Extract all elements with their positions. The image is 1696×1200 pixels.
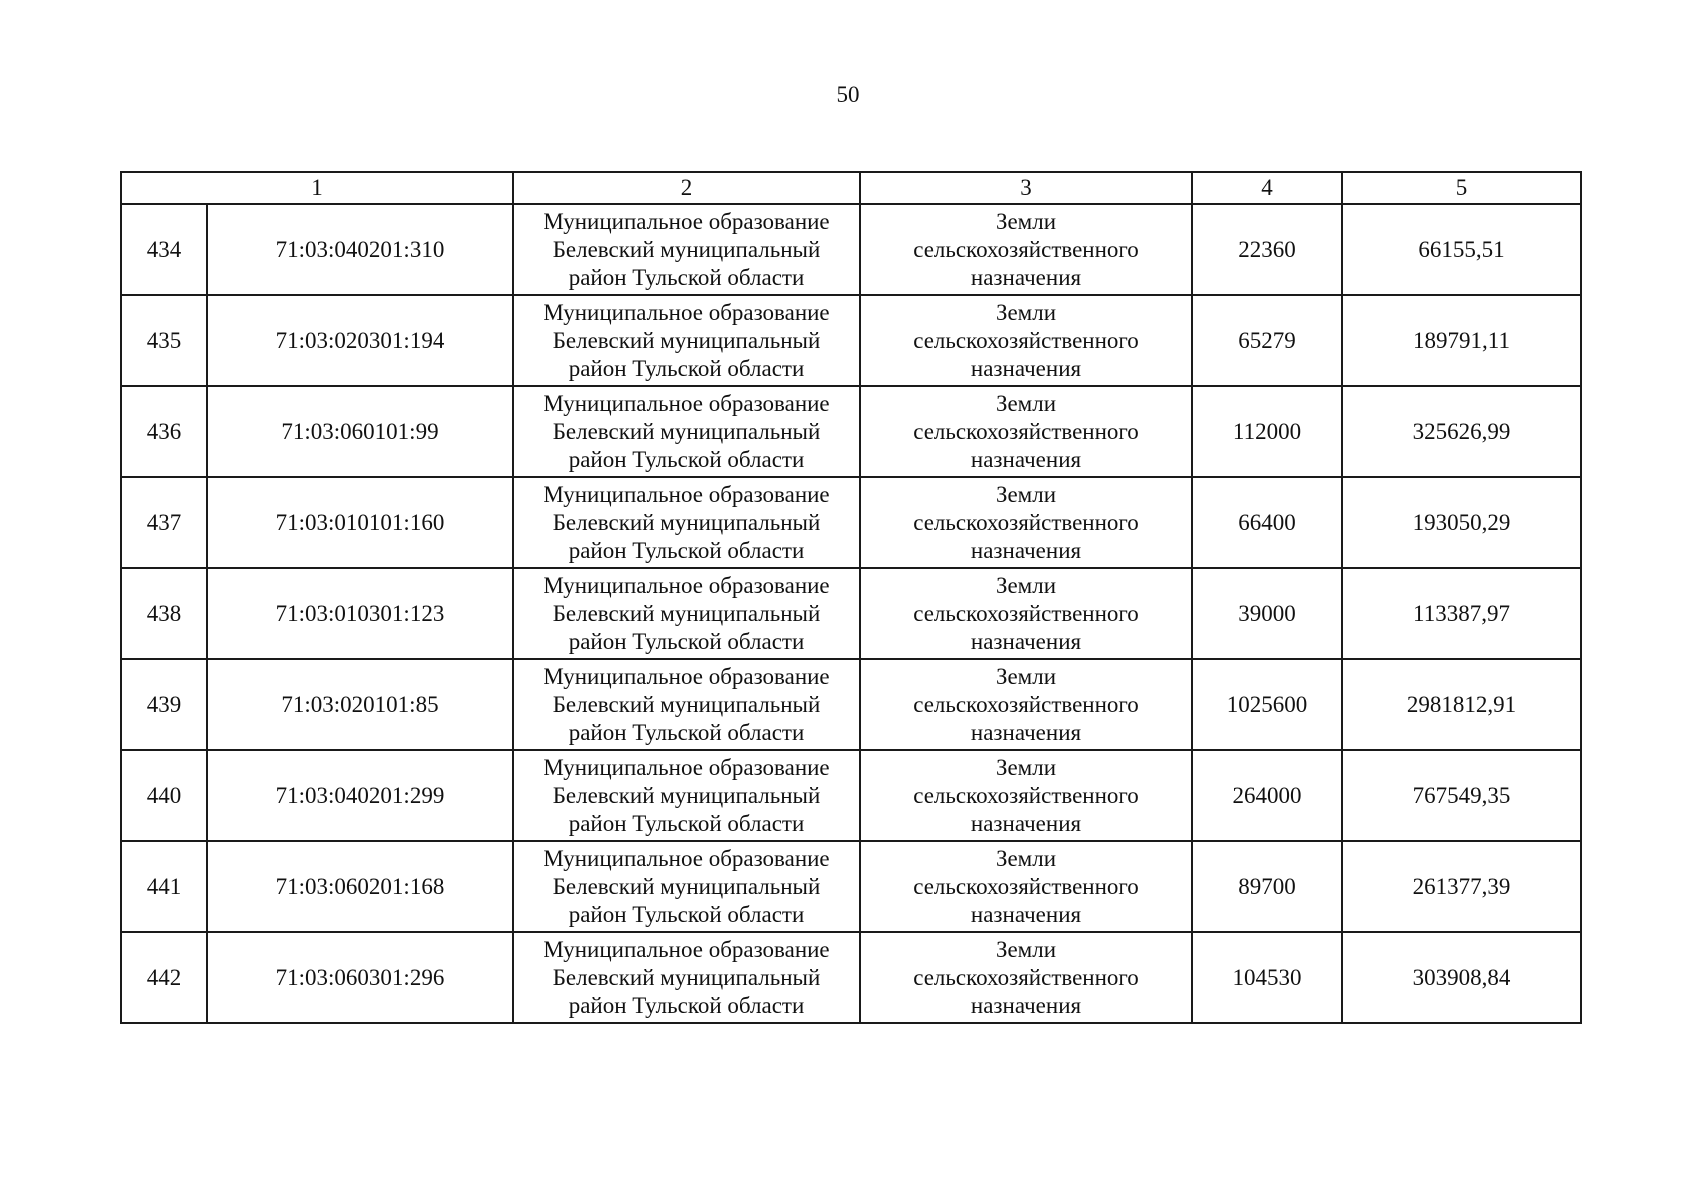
land-category-cell (860, 295, 1192, 386)
land-category-cell-line: Земли (995, 481, 1057, 507)
area-cell: 89700 (1192, 841, 1342, 932)
owner-cell-line: Белевский муниципальный (552, 691, 821, 717)
land-category-cell-line: Земли (995, 208, 1057, 234)
land-category-cell (860, 386, 1192, 477)
land-category-cell (860, 568, 1192, 659)
land-category-cell-line: сельскохозяйственного (913, 236, 1139, 262)
cadastral-value-cell: 2981812,91 (1342, 659, 1581, 750)
land-category-cell-line: назначения (970, 810, 1082, 836)
owner-cell-line: Муниципальное образование (543, 572, 830, 598)
row-number-cell: 436 (121, 386, 207, 477)
table-row (121, 386, 1581, 477)
cadastral-value-cell: 303908,84 (1342, 932, 1581, 1023)
table-row (121, 295, 1581, 386)
cadastral-number-cell: 71:03:020301:194 (207, 295, 513, 386)
header-col-4: 4 (1192, 172, 1342, 204)
land-registry-table (120, 171, 1582, 1024)
owner-cell-line: Белевский муниципальный (552, 509, 821, 535)
area-cell: 264000 (1192, 750, 1342, 841)
owner-cell-line: Белевский муниципальный (552, 964, 821, 990)
row-number-cell: 437 (121, 477, 207, 568)
land-category-cell-line: назначения (970, 537, 1082, 563)
cadastral-number-cell: 71:03:060101:99 (207, 386, 513, 477)
owner-cell-line: Муниципальное образование (543, 845, 830, 871)
owner-cell (513, 932, 860, 1023)
owner-cell-line: район Тульской области (568, 628, 805, 654)
table-row (121, 204, 1581, 295)
owner-cell-line: Белевский муниципальный (552, 873, 821, 899)
owner-cell-line: район Тульской области (568, 264, 805, 290)
row-number-cell: 434 (121, 204, 207, 295)
area-cell: 104530 (1192, 932, 1342, 1023)
row-number-cell: 439 (121, 659, 207, 750)
cadastral-value-cell: 66155,51 (1342, 204, 1581, 295)
land-category-cell-line: сельскохозяйственного (913, 418, 1139, 444)
owner-cell (513, 386, 860, 477)
land-category-cell-line: сельскохозяйственного (913, 327, 1139, 353)
cadastral-number-cell: 71:03:060201:168 (207, 841, 513, 932)
land-category-cell-line: сельскохозяйственного (913, 509, 1139, 535)
header-col-5: 5 (1342, 172, 1581, 204)
land-category-cell-line: назначения (970, 719, 1082, 745)
row-number-cell: 442 (121, 932, 207, 1023)
land-category-cell (860, 750, 1192, 841)
land-category-cell-line: сельскохозяйственного (913, 873, 1139, 899)
cadastral-number-cell: 71:03:020101:85 (207, 659, 513, 750)
owner-cell-line: Муниципальное образование (543, 663, 830, 689)
cadastral-value-cell: 189791,11 (1342, 295, 1581, 386)
table-row (121, 932, 1581, 1023)
land-category-cell-line: назначения (970, 901, 1082, 927)
owner-cell (513, 659, 860, 750)
owner-cell-line: Белевский муниципальный (552, 782, 821, 808)
row-number-cell: 435 (121, 295, 207, 386)
owner-cell-line: район Тульской области (568, 810, 805, 836)
row-number-cell: 438 (121, 568, 207, 659)
land-category-cell-line: назначения (970, 446, 1082, 472)
owner-cell-line: Белевский муниципальный (552, 236, 821, 262)
land-category-cell-line: Земли (995, 936, 1057, 962)
row-number-cell: 440 (121, 750, 207, 841)
land-category-cell-line: сельскохозяйственного (913, 691, 1139, 717)
land-category-cell (860, 477, 1192, 568)
owner-cell (513, 204, 860, 295)
land-category-cell-line: Земли (995, 845, 1057, 871)
owner-cell-line: Муниципальное образование (543, 390, 830, 416)
owner-cell-line: район Тульской области (568, 992, 805, 1018)
table-row (121, 750, 1581, 841)
land-category-cell-line: назначения (970, 264, 1082, 290)
land-category-cell-line: Земли (995, 754, 1057, 780)
owner-cell-line: Муниципальное образование (543, 299, 830, 325)
owner-cell-line: Муниципальное образование (543, 208, 830, 234)
owner-cell (513, 568, 860, 659)
land-category-cell (860, 932, 1192, 1023)
area-cell: 39000 (1192, 568, 1342, 659)
area-cell: 66400 (1192, 477, 1342, 568)
owner-cell-line: Муниципальное образование (543, 754, 830, 780)
land-category-cell (860, 204, 1192, 295)
owner-cell-line: Белевский муниципальный (552, 600, 821, 626)
header-row (121, 172, 1581, 204)
table-header (121, 172, 1581, 204)
cadastral-value-cell: 261377,39 (1342, 841, 1581, 932)
area-cell: 22360 (1192, 204, 1342, 295)
owner-cell-line: Муниципальное образование (543, 481, 830, 507)
cadastral-value-cell: 113387,97 (1342, 568, 1581, 659)
land-category-cell (860, 659, 1192, 750)
land-category-cell-line: Земли (995, 299, 1057, 325)
cadastral-value-cell: 767549,35 (1342, 750, 1581, 841)
table-body (121, 204, 1581, 1023)
area-cell: 65279 (1192, 295, 1342, 386)
owner-cell-line: район Тульской области (568, 446, 805, 472)
row-number-cell: 441 (121, 841, 207, 932)
land-category-cell-line: назначения (970, 355, 1082, 381)
table-row (121, 568, 1581, 659)
land-category-cell-line: Земли (995, 663, 1057, 689)
owner-cell (513, 750, 860, 841)
land-category-cell-line: сельскохозяйственного (913, 964, 1139, 990)
owner-cell (513, 841, 860, 932)
table-row (121, 659, 1581, 750)
header-col-2: 2 (513, 172, 860, 204)
land-category-cell (860, 841, 1192, 932)
owner-cell-line: Белевский муниципальный (552, 418, 821, 444)
area-cell: 1025600 (1192, 659, 1342, 750)
cadastral-value-cell: 325626,99 (1342, 386, 1581, 477)
owner-cell-line: район Тульской области (568, 537, 805, 563)
owner-cell-line: район Тульской области (568, 719, 805, 745)
header-col-1: 1 (121, 172, 513, 204)
page-number: 50 (836, 82, 860, 107)
cadastral-number-cell: 71:03:040201:299 (207, 750, 513, 841)
cadastral-number-cell: 71:03:010101:160 (207, 477, 513, 568)
cadastral-number-cell: 71:03:060301:296 (207, 932, 513, 1023)
land-category-cell-line: сельскохозяйственного (913, 782, 1139, 808)
cadastral-number-cell: 71:03:010301:123 (207, 568, 513, 659)
cadastral-value-cell: 193050,29 (1342, 477, 1581, 568)
land-category-cell-line: назначения (970, 628, 1082, 654)
header-col-3: 3 (860, 172, 1192, 204)
land-category-cell-line: Земли (995, 572, 1057, 598)
area-cell: 112000 (1192, 386, 1342, 477)
owner-cell-line: Муниципальное образование (543, 936, 830, 962)
owner-cell (513, 477, 860, 568)
land-category-cell-line: Земли (995, 390, 1057, 416)
owner-cell (513, 295, 860, 386)
owner-cell-line: район Тульской области (568, 355, 805, 381)
cadastral-number-cell: 71:03:040201:310 (207, 204, 513, 295)
owner-cell-line: район Тульской области (568, 901, 805, 927)
table-row (121, 477, 1581, 568)
land-category-cell-line: сельскохозяйственного (913, 600, 1139, 626)
owner-cell-line: Белевский муниципальный (552, 327, 821, 353)
land-category-cell-line: назначения (970, 992, 1082, 1018)
table-row (121, 841, 1581, 932)
